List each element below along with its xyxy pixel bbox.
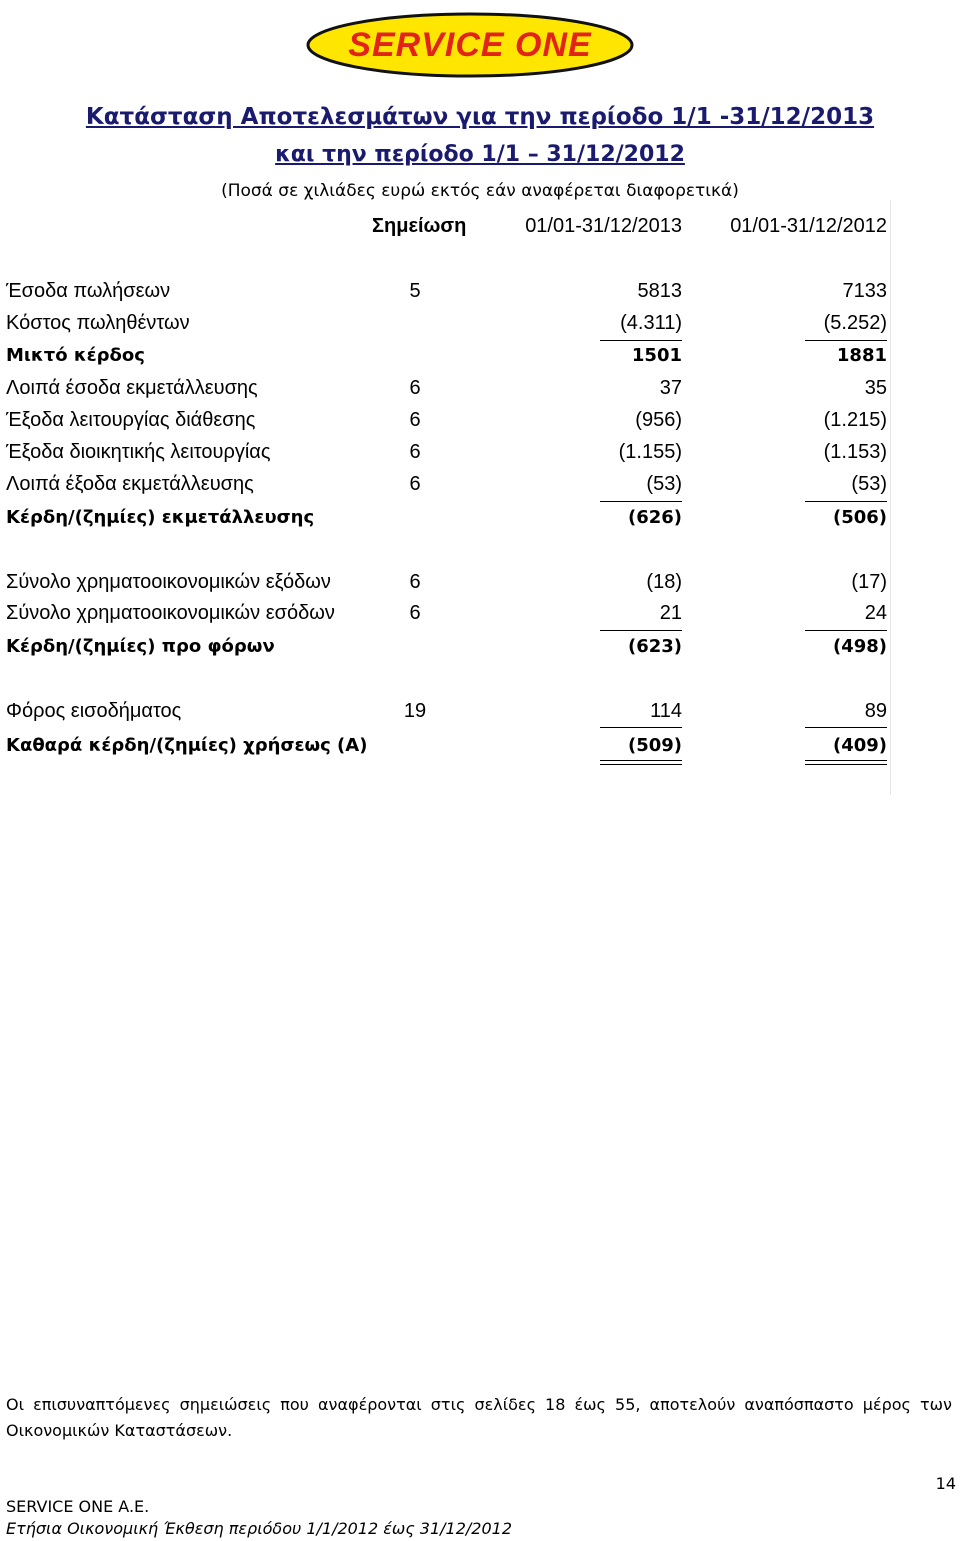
total-double-line-2013 (600, 760, 682, 765)
service-one-logo (305, 12, 635, 78)
row-value-2012: (17) (851, 571, 887, 593)
row-label: Έξοδα λειτουργίας διάθεσης (6, 409, 256, 431)
row-value-2012: (506) (832, 507, 887, 528)
row-note: 6 (409, 409, 421, 431)
row-value-2013: (53) (646, 473, 682, 495)
column-header-2012: 01/01-31/12/2012 (730, 215, 887, 237)
table-row (0, 696, 960, 726)
row-value-2013: (1.155) (618, 441, 682, 463)
row-value-2012: 35 (864, 377, 887, 399)
row-value-2013: 37 (659, 377, 682, 399)
row-value-2013: (4.311) (620, 312, 682, 334)
row-value-2013: (18) (646, 571, 682, 593)
row-label: Λοιπά έσοδα εκμετάλλευσης (6, 377, 258, 399)
statement-title: Κατάσταση Αποτελεσμάτων για την περίοδο 1/1 -31/12/2013 (85, 104, 875, 130)
row-note: 6 (409, 377, 421, 399)
row-value-2013: (956) (635, 409, 682, 431)
subtotal-line-2013 (600, 727, 682, 728)
row-value-2012: (409) (832, 735, 887, 756)
subtotal-line-2012 (805, 630, 887, 631)
row-label: Κόστος πωληθέντων (6, 312, 190, 334)
row-value-2012: (498) (832, 636, 887, 657)
row-label: Σύνολο χρηματοοικονομικών εξόδων (6, 571, 331, 593)
table-row (0, 503, 960, 533)
row-note: 6 (409, 441, 421, 463)
row-note (395, 341, 435, 371)
row-value-2012: 24 (864, 602, 887, 624)
row-label: Έξοδα διοικητικής λειτουργίας (6, 441, 271, 463)
row-value-2013: 5813 (637, 280, 682, 302)
table-row (0, 567, 960, 597)
table-row (0, 632, 960, 662)
row-label: Κέρδη/(ζημίες) προ φόρων (6, 636, 275, 657)
row-value-2013: (626) (627, 507, 682, 528)
footnote: Οι επισυναπτόμενες σημειώσεις που αναφέρονται στις σελίδες 18 έως 55, αποτελούν αναπόσπαστο μέρος των Οικονομικών Καταστάσεων. (6, 1395, 952, 1440)
table-row (0, 437, 960, 467)
subtotal-line-2012 (805, 727, 887, 728)
row-label: Φόρος εισοδήματος (6, 700, 182, 722)
table-row (0, 598, 960, 628)
logo-text: SERVICE ONE (348, 26, 592, 64)
row-value-2012: 7133 (842, 280, 887, 302)
subtotal-line-2013 (600, 630, 682, 631)
row-value-2012: (5.252) (823, 312, 887, 334)
company-name: SERVICE ONE A.E. (6, 1497, 150, 1516)
table-row (0, 731, 960, 761)
row-value-2013: (509) (627, 735, 682, 756)
column-header-2013: 01/01-31/12/2013 (525, 215, 682, 237)
row-value-2013: 114 (650, 700, 682, 722)
row-label: Έσοδα πωλήσεων (6, 280, 171, 302)
row-note: 6 (409, 473, 421, 495)
row-label: Λοιπά έξοδα εκμετάλλευσης (6, 473, 254, 495)
table-row (0, 308, 960, 338)
row-label: Μικτό κέρδος (6, 345, 145, 366)
subtotal-line-2012 (805, 501, 887, 502)
table-row (0, 405, 960, 435)
statement-title-line2: και την περίοδο 1/1 – 31/12/2012 (275, 142, 685, 167)
row-note: 6 (409, 602, 421, 624)
row-label: Κέρδη/(ζημίες) εκμετάλλευσης (6, 507, 315, 528)
table-row (0, 341, 960, 371)
column-header-note: Σημείωση (372, 215, 467, 237)
row-note: 5 (409, 280, 421, 302)
row-value-2012: 89 (864, 700, 887, 722)
total-double-line-2012 (805, 760, 887, 765)
row-note: 6 (409, 571, 421, 593)
row-label: Σύνολο χρηματοοικονομικών εσόδων (6, 602, 335, 624)
report-title: Ετήσια Οικονομική Έκθεση περιόδου 1/1/2012 έως 31/12/2012 (6, 1519, 513, 1538)
page-number: 14 (935, 1474, 956, 1493)
table-row (0, 276, 960, 306)
row-note (395, 308, 435, 338)
row-value-2012: (1.153) (823, 441, 887, 463)
table-row (0, 469, 960, 499)
row-note: 19 (403, 700, 427, 722)
row-note (395, 632, 435, 662)
subtotal-line-2013 (600, 501, 682, 502)
row-note (395, 731, 435, 761)
row-value-2012: 1881 (836, 345, 887, 366)
amounts-note: (Ποσά σε χιλιάδες ευρώ εκτός εάν αναφέρεται διαφορετικά) (221, 181, 739, 201)
row-value-2013: (623) (627, 636, 682, 657)
row-value-2013: 1501 (631, 345, 682, 366)
row-note (395, 503, 435, 533)
row-value-2012: (1.215) (823, 409, 887, 431)
row-value-2013: 21 (659, 602, 682, 624)
row-value-2012: (53) (851, 473, 887, 495)
table-row (0, 373, 960, 403)
row-label: Καθαρά κέρδη/(ζημίες) χρήσεως (Α) (6, 735, 368, 756)
